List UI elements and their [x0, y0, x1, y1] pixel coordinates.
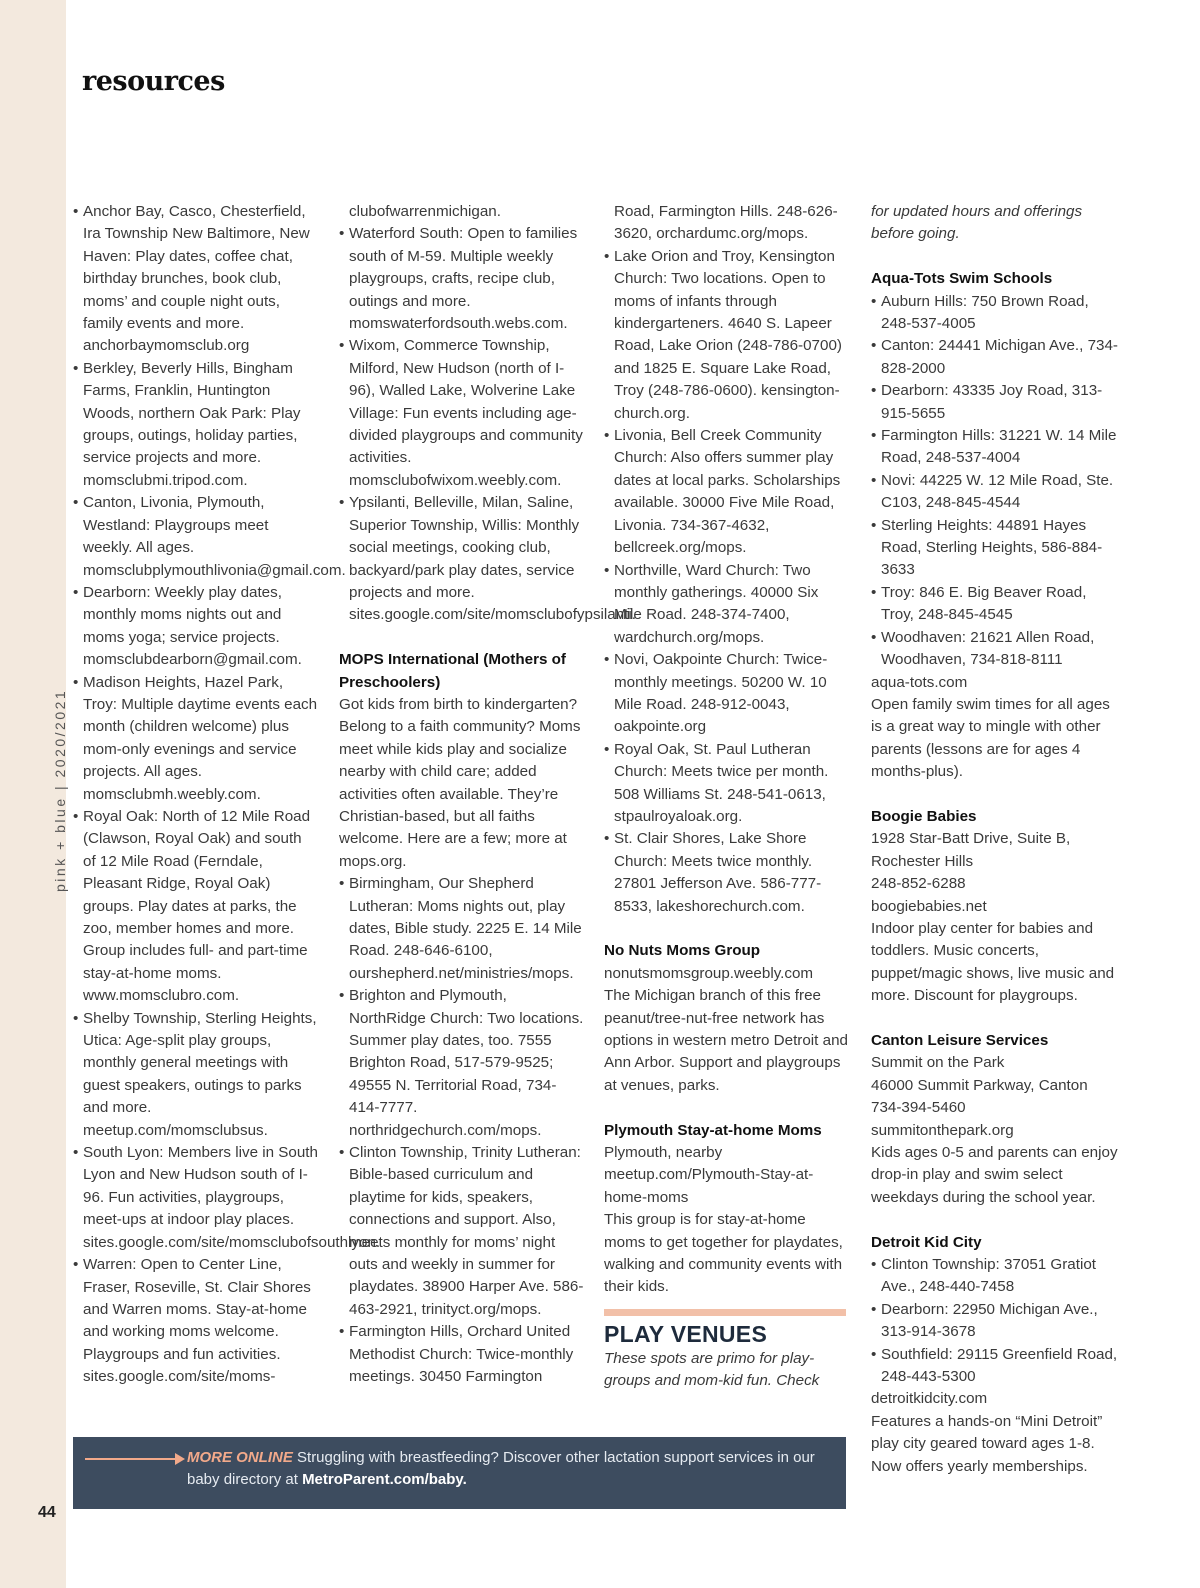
- list-item: • Troy: 846 E. Big Beaver Road, Troy, 248-845-4545: [871, 582, 1121, 627]
- aquatots-heading: Aqua-Tots Swim Schools: [871, 270, 1053, 288]
- play-venues-bar: [604, 1309, 846, 1316]
- canton-venue: Summit on the Park: [871, 1054, 1005, 1072]
- more-online-label: MORE ONLINE: [187, 1449, 293, 1466]
- column-1: [73, 201, 381, 1389]
- list-item: • South Lyon: Members live in South Lyon and New Hudson south of I-96. Fun activities, playgroups, meet-ups at indoor play places. sites.google.com/site/momsclubofsouthlyon.: [73, 1142, 318, 1254]
- list-item: • Novi: 44225 W. 12 Mile Road, Ste. C103, 248-845-4544: [871, 470, 1121, 515]
- play-venues-title: PLAY VENUES: [604, 1320, 768, 1347]
- list-item: • Dearborn: 22950 Michigan Ave., 313-914-3678: [871, 1299, 1121, 1344]
- boogie-url[interactable]: boogiebabies.net: [871, 897, 987, 915]
- list-item: • Birmingham, Our Shepherd Lutheran: Moms nights out, play dates, Bible study. 2225 E. 14 Mile Road. 248-646-6100, ourshepherd.net/ministries/mops.: [339, 873, 584, 985]
- more-online-body: Struggling with breastfeeding? Discover other lactation support services in our baby directory at: [187, 1449, 815, 1488]
- list-item: • Ypsilanti, Belleville, Milan, Saline, Superior Township, Willis: Monthly social meetings, cooking club, backyard/park play dates, service projects and more. sites.google.com/site/momsclubofypsilanti.: [339, 492, 584, 626]
- nonuts-url[interactable]: nonutsmomsgroup.weebly.com: [604, 964, 814, 982]
- list-item: • Canton: 24441 Michigan Ave., 734-828-2000: [871, 335, 1121, 380]
- nonuts-heading: No Nuts Moms Group: [604, 942, 761, 960]
- plymouth-location: Plymouth, nearby: [604, 1144, 723, 1162]
- nonuts-text: The Michigan branch of this free peanut/tree-nut-free network has options in western metro Detroit and Ann Arbor. Support and playgroups at venues, parks.: [604, 987, 848, 1094]
- more-online-link[interactable]: MetroParent.com/baby.: [302, 1471, 467, 1488]
- list-item: • Novi, Oakpointe Church: Twice-monthly meetings. 50200 W. 10 Mile Road. 248-912-0043, oakpointe.org: [604, 649, 850, 739]
- column-4: [871, 201, 1121, 1478]
- list-item: • Dearborn: 43335 Joy Road, 313-915-5655: [871, 380, 1121, 425]
- mops-intro: Got kids from birth to kindergarten? Belong to a faith community? Moms meet while kids play and socialize nearby with child care; added activities often available. They’re Christian-based, but all faiths welcome. Here are a few; more at mops.org.: [339, 695, 581, 870]
- plymouth-text: This group is for stay-at-home moms to get together for playdates, walking and community events with their kids.: [604, 1211, 843, 1296]
- list-item: • Woodhaven: 21621 Allen Road, Woodhaven, 734-818-8111: [871, 627, 1121, 672]
- list-item: • Shelby Township, Sterling Heights, Utica: Age-split play groups, monthly general meetings with guest speakers, outings to parks and more. meetup.com/momsclubsus.: [73, 1008, 318, 1142]
- boogie-address-1: 1928 Star-Batt Drive, Suite B,: [871, 830, 1071, 848]
- aquatots-text: Open family swim times for all ages is a great way to mingle with other parents (lessons are for ages 4 months-plus).: [871, 695, 1110, 781]
- list-item: • Sterling Heights: 44891 Hayes Road, Sterling Heights, 586-884-3633: [871, 515, 1121, 582]
- list-item: • Farmington Hills, Orchard United Methodist Church: Twice-monthly meetings. 30450 Farmington: [339, 1321, 584, 1388]
- list-item: • Berkley, Beverly Hills, Bingham Farms, Franklin, Huntington Woods, northern Oak Park: Play groups, outings, holiday parties, service projects and more. momsclubmi.tripod.com.: [73, 358, 318, 492]
- list-item: • Royal Oak, St. Paul Lutheran Church: Meets twice per month. 508 Williams St. 248-541-0613, stpaulroyaloak.org.: [604, 739, 850, 829]
- list-item: • Farmington Hills: 31221 W. 14 Mile Road, 248-537-4004: [871, 425, 1121, 470]
- list-item: • Lake Orion and Troy, Kensington Church: Two locations. Open to moms of infants through kindergarteners. 4640 S. Lapeer Road, Lake Orion (248-786-0700) and 1825 E. Square Lake Road, Troy (248-786-0600). kensington-church.org.: [604, 246, 850, 425]
- side-label: pink + blue | 2020/2021: [52, 688, 68, 892]
- list-item: • Clinton Township, Trinity Lutheran: Bible-based curriculum and playtime for kids, speakers, connections and support. Also, meets monthly for moms’ night outs and weekly in summer for playdates. 38900 Harper Ave. 586-463-2921, trinityct.org/mops.: [339, 1142, 584, 1321]
- list-item: • Dearborn: Weekly play dates, monthly moms nights out and moms yoga; service projects. momsclubdearborn@gmail.com.: [73, 582, 318, 672]
- continued-text: clubofwarrenmichigan.: [349, 203, 501, 220]
- boogie-text: Indoor play center for babies and toddlers. Music concerts, puppet/magic shows, live music and more. Discount for playgroups.: [871, 919, 1115, 1005]
- list-item: • Wixom, Commerce Township, Milford, New Hudson (north of I-96), Walled Lake, Wolverine Lake Village: Fun events including age-divided playgroups and community activities. momsclubofwixom.weebly.com.: [339, 335, 584, 492]
- section-title: resources: [82, 66, 225, 97]
- canton-text: Kids ages 0-5 and parents can enjoy drop-in play and swim select weekdays during the school year.: [871, 1144, 1118, 1206]
- column-2: [339, 201, 636, 1389]
- continued-text: Road, Farmington Hills. 248-626-3620, orchardumc.org/mops.: [614, 203, 838, 243]
- play-venues-intro-cont: for updated hours and offerings before going.: [871, 203, 1083, 243]
- list-item: • Auburn Hills: 750 Brown Road, 248-537-4005: [871, 291, 1121, 336]
- play-venues-intro: These spots are primo for play-groups and mom-kid fun. Check: [604, 1349, 820, 1390]
- canton-url[interactable]: summitonthepark.org: [871, 1121, 1014, 1139]
- column-3: [604, 201, 850, 1393]
- list-item: • Southfield: 29115 Greenfield Road, 248-443-5300: [871, 1344, 1121, 1389]
- mops-heading: MOPS International (Mothers of Preschoolers): [339, 651, 566, 691]
- list-item: • Canton, Livonia, Plymouth, Westland: Playgroups meet weekly. All ages. momsclubplymouthlivonia@gmail.com.: [73, 492, 318, 582]
- list-item: • Northville, Ward Church: Two monthly gatherings. 40000 Six Mile Road. 248-374-7400, wardchurch.org/mops.: [604, 560, 850, 650]
- detroit-text: Features a hands-on “Mini Detroit” play city geared toward ages 1-8. Now offers yearly memberships.: [871, 1412, 1103, 1475]
- canton-address: 46000 Summit Parkway, Canton: [871, 1076, 1088, 1094]
- canton-heading: Canton Leisure Services: [871, 1031, 1049, 1049]
- list-item: • Madison Heights, Hazel Park, Troy: Multiple daytime events each month (children welcome) plus mom-only evenings and service projects. All ages. momsclubmh.weebly.com.: [73, 672, 318, 806]
- boogie-phone: 248-852-6288: [871, 875, 966, 893]
- list-item: • St. Clair Shores, Lake Shore Church: Meets twice monthly. 27801 Jefferson Ave. 586-777-8533, lakeshorechurch.com.: [604, 828, 850, 918]
- arrow-right-icon: [85, 1453, 185, 1465]
- detroit-url[interactable]: detroitkidcity.com: [871, 1390, 988, 1408]
- list-item: • Anchor Bay, Casco, Chesterfield, Ira Township New Baltimore, New Haven: Play dates, coffee chat, birthday brunches, book club, moms’ and couple night outs, family events and more. anchorbaymomsclub.org: [73, 201, 318, 358]
- detroit-heading: Detroit Kid City: [871, 1233, 982, 1251]
- list-item: • Clinton Township: 37051 Gratiot Ave., 248-440-7458: [871, 1254, 1121, 1299]
- list-item: • Warren: Open to Center Line, Fraser, Roseville, St. Clair Shores and Warren moms. Stay-at-home and working moms welcome. Playgroups and fun activities. sites.google.com/site/moms-: [73, 1254, 318, 1388]
- list-item: • Livonia, Bell Creek Community Church: Also offers summer play dates at local parks. Scholarships available. 30000 Five Mile Road, Livonia. 734-367-4632, bellcreek.org/mops.: [604, 425, 850, 559]
- page-number: 44: [38, 1504, 56, 1521]
- aquatots-url[interactable]: aqua-tots.com: [871, 673, 968, 691]
- more-online-box: [73, 1437, 846, 1509]
- list-item: • Waterford South: Open to families south of M-59. Multiple weekly playgroups, crafts, recipe club, outings and more. momswaterfordsouth.webs.com.: [339, 223, 584, 335]
- list-item: • Royal Oak: North of 12 Mile Road (Clawson, Royal Oak) and south of 12 Mile Road (Ferndale, Pleasant Ridge, Royal Oak) groups. Play dates at parks, the zoo, member homes and more. Group includes full- and part-time stay-at-home moms. www.momsclubro.com.: [73, 806, 318, 1008]
- plymouth-heading: Plymouth Stay-at-home Moms: [604, 1121, 822, 1139]
- canton-phone: 734-394-5460: [871, 1099, 966, 1117]
- more-online-text: [187, 1447, 827, 1491]
- boogie-heading: Boogie Babies: [871, 807, 977, 825]
- boogie-address-2: Rochester Hills: [871, 852, 974, 870]
- list-item: • Brighton and Plymouth, NorthRidge Church: Two locations. Summer play dates, too. 7555 Brighton Road, 517-579-9525; 49555 N. Territorial Road, 734-414-7777. northridgechurch.com/mops.: [339, 985, 584, 1142]
- plymouth-url[interactable]: meetup.com/Plymouth-Stay-at-home-moms: [604, 1166, 814, 1206]
